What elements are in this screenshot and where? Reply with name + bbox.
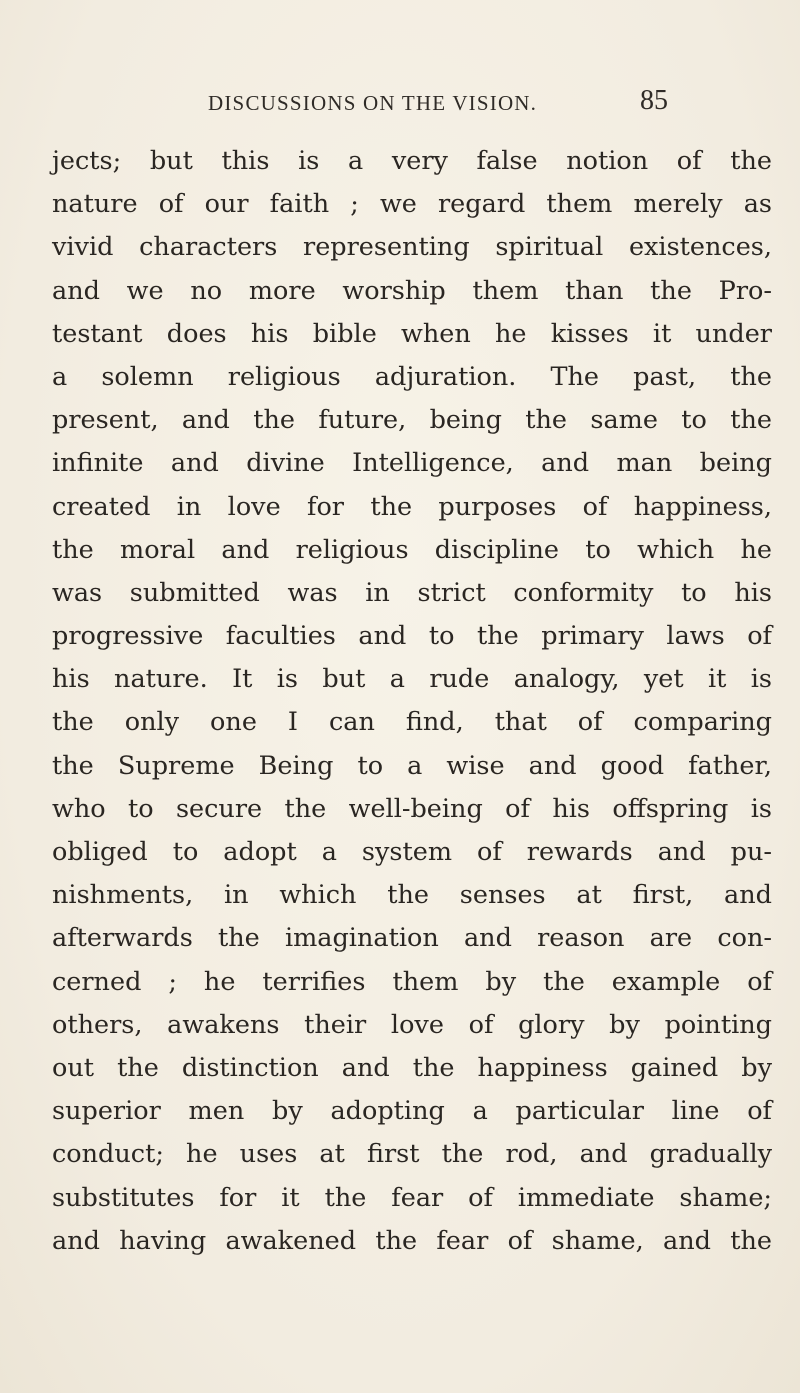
text-line: testant does his bible when he kisses it under xyxy=(52,318,772,349)
page-number: 85 xyxy=(640,85,668,116)
text-line: who to secure the well-being of his offspring is xyxy=(52,793,772,824)
text-line: conduct; he uses at first the rod, and gradually xyxy=(52,1139,772,1170)
text-line: superior men by adopting a particular line of xyxy=(52,1096,772,1127)
text-line: a solemn religious adjuration. The past, the xyxy=(52,361,772,392)
body-text xyxy=(52,140,772,1263)
text-line: the only one I can find, that of comparing xyxy=(52,707,772,738)
text-line: and having awakened the fear of shame, and the xyxy=(52,1225,772,1256)
text-line: progressive faculties and to the primary laws of xyxy=(52,621,772,652)
text-line: afterwards the imagination and reason are con- xyxy=(52,923,772,954)
text-line: obliged to adopt a system of rewards and pu- xyxy=(52,837,772,867)
text-line: was submitted was in strict conformity to his xyxy=(52,577,772,608)
text-line: nature of our faith ; we regard them merely as xyxy=(52,189,772,220)
text-line: and we no more worship them than the Pro- xyxy=(52,275,772,306)
text-line: cerned ; he terrifies them by the example of xyxy=(52,966,772,997)
text-line: substitutes for it the fear of immediate shame; xyxy=(52,1182,772,1213)
text-line: vivid characters representing spiritual existences, xyxy=(52,232,772,263)
text-line: the moral and religious discipline to which he xyxy=(52,534,772,565)
text-line: out the distinction and the happiness gained by xyxy=(52,1052,772,1083)
text-line: present, and the future, being the same to the xyxy=(52,405,772,436)
text-line: the Supreme Being to a wise and good father, xyxy=(52,750,772,781)
text-line: nishments, in which the senses at first, and xyxy=(52,880,772,911)
text-line: his nature. It is but a rude analogy, yet it is xyxy=(52,664,772,695)
text-line: infinite and divine Intelligence, and man being xyxy=(52,448,772,479)
text-line: created in love for the purposes of happiness, xyxy=(52,491,772,522)
running-head: DISCUSSIONS ON THE VISION. xyxy=(208,91,538,115)
text-line: jects; but this is a very false notion of the xyxy=(52,146,772,176)
text-line: others, awakens their love of glory by pointing xyxy=(52,1009,772,1040)
page-header xyxy=(0,85,800,125)
